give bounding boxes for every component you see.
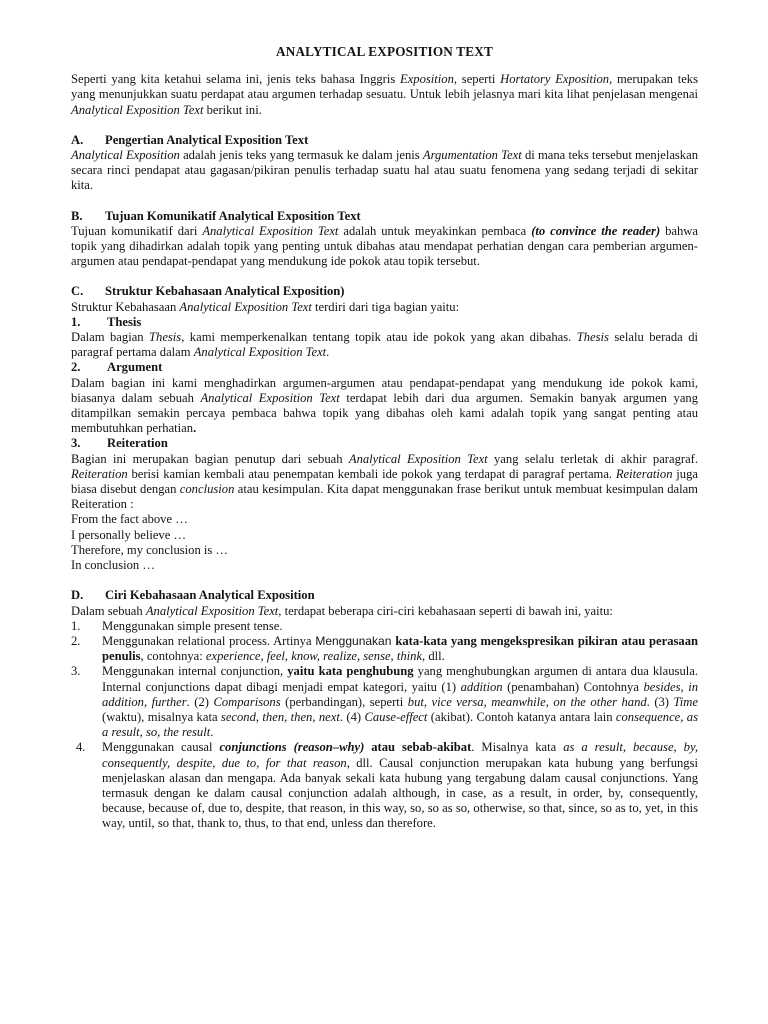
text-run: dll. [425, 649, 445, 664]
section-c-heading [71, 284, 698, 299]
text-run: Analytical Exposition Text [348, 451, 488, 466]
text-run: Hortatory Exposition [500, 72, 610, 87]
text-run: . (4) [339, 709, 365, 724]
text-run: Menggunakan relational process. Artinya [102, 633, 316, 648]
reiteration-number: 3. [71, 436, 81, 451]
text-run: . [210, 725, 214, 740]
list-item-text [102, 619, 698, 634]
section-d-heading [71, 588, 698, 603]
text-run: yang selalu terletak di akhir paragraf. [487, 451, 698, 466]
text-run: , seperti [453, 72, 501, 87]
list-item [71, 634, 698, 664]
list-item-text [102, 634, 698, 664]
text-run: yaitu kata penghubung [287, 664, 414, 679]
text-run: Dalam bagian [71, 330, 150, 345]
text-run: (akibat). Contoh katanya antara lain [427, 709, 616, 724]
text-run: , kami memperkenalkan tentang topik atau ide pokok yang akan dibahas. [181, 330, 577, 345]
list-item-number: 1. [71, 618, 81, 633]
text-run: Bagian ini merupakan bagian penutup dari sebuah [71, 451, 349, 466]
document-title: ANALYTICAL EXPOSITION TEXT [276, 44, 493, 59]
intro-paragraph [71, 72, 698, 118]
text-run: , terdapat beberapa ciri-ciri kebahasaan seperti di bawah ini, yaitu: [278, 603, 613, 618]
text-run: second, then, then, next [220, 709, 340, 724]
argument-title: Argument [107, 360, 163, 375]
section-c-number: C. [71, 284, 84, 299]
text-run: Thesis [149, 330, 182, 345]
text-run: Dalam bagian ini kami menghadirkan argumen-argumen atau pendapat-pendapat yang mendukung ide pokok kami, biasanya dalam sebuah [71, 375, 698, 405]
text-run: selalu berada di paragraf pertama dalam [71, 330, 698, 360]
text-run: kata-kata yang mengekspresikan pikiran atau perasaan penulis [102, 633, 699, 664]
text-run: Exposition [400, 72, 454, 87]
text-run: experience, feel, know, realize, sense, think, [205, 649, 426, 664]
text-run: . [326, 345, 330, 360]
text-run: , contohnya: [140, 649, 206, 664]
text-run: Menggunakan simple present tense. [102, 618, 283, 633]
text-run: besides, in addition, further [102, 679, 698, 709]
list-item [71, 619, 698, 634]
text-run: Menggunakan [315, 633, 396, 648]
text-run: conjunctions (reason–why) [219, 740, 365, 755]
text-run: consequence, as a result, so, the result [102, 709, 698, 740]
list-item-text [102, 664, 698, 740]
section-d-intro [71, 604, 698, 619]
section-b-title: Tujuan Komunikatif Analytical Exposition Text [105, 208, 361, 223]
text-run: Analytical Exposition Text [179, 299, 312, 314]
text-run: as a result, because, by, consequently, despite, due to, for that reason [102, 740, 698, 770]
text-run: berisi kamian kembali atau penempatan kembali ide pokok yang terdapat di paragraf pertama. [127, 466, 616, 481]
text-run: Reiteration [71, 466, 128, 481]
argument-number: 2. [71, 360, 81, 375]
text-run: (to convince the reader) [531, 223, 661, 238]
text-run: conclusion [179, 482, 235, 497]
section-a-title: Pengertian Analytical Exposition Text [105, 132, 309, 147]
list-item [71, 664, 698, 740]
text-run: . [193, 421, 197, 436]
text-run: Reiteration [615, 466, 673, 481]
reiteration-title: Reiteration [107, 436, 168, 451]
text-run: Argumentation Text [422, 148, 522, 163]
thesis-number: 1. [71, 314, 81, 329]
conclusion-phrase: In conclusion … [71, 558, 155, 573]
list-item-number: 2. [71, 633, 81, 648]
text-run: . (2) [186, 694, 214, 709]
reiteration-paragraph [71, 452, 698, 513]
text-run: atau sebab-akibat [364, 740, 472, 755]
text-run: (waktu), misalnya kata [102, 709, 221, 724]
text-run: adalah untuk meyakinkan pembaca [338, 223, 532, 238]
reiteration-heading [71, 436, 698, 451]
text-run: . (3) [646, 694, 674, 709]
section-a-heading [71, 133, 698, 148]
section-c-title: Struktur Kebahasaan Analytical Exposition) [105, 284, 345, 299]
section-b-number: B. [71, 208, 83, 223]
list-item-number: 3. [71, 664, 81, 679]
conclusion-phrase: Therefore, my conclusion is … [71, 542, 229, 557]
conclusion-phrase: From the fact above … [71, 512, 188, 527]
section-a-number: A. [71, 132, 84, 147]
text-run: adalah jenis teks yang termasuk ke dalam jenis [179, 148, 423, 163]
text-run: juga biasa disebut dengan [71, 466, 698, 497]
list-item [71, 740, 698, 831]
text-run: Menggunakan causal [102, 740, 220, 755]
thesis-paragraph [71, 330, 698, 360]
text-run: Analytical Exposition Text [193, 345, 327, 360]
text-run: . Misalnya kata [471, 740, 564, 755]
text-run: addition [460, 679, 503, 694]
section-d-title: Ciri Kebahasaan Analytical Exposition [105, 588, 315, 603]
section-d-number: D. [71, 588, 84, 603]
text-run: Analytical Exposition Text [145, 603, 279, 618]
text-run: Time [673, 694, 698, 709]
text-run: Menggunakan internal conjunction, [102, 664, 288, 679]
list-item-number: 4. [76, 740, 86, 755]
text-run: Seperti yang kita ketahui selama ini, jenis teks bahasa Inggris [71, 72, 401, 87]
text-run: terdiri dari tiga bagian yaitu: [311, 299, 460, 314]
text-run: (penambahan) Contohnya [502, 679, 644, 694]
thesis-title: Thesis [107, 314, 142, 329]
text-run: yang menghubungkan argumen di antara dua klausula. Internal conjunctions dapat dibagi menjadi empat kategori, yaitu (1) [102, 664, 698, 694]
text-run: Cause-effect [364, 709, 428, 724]
list-item-text [102, 740, 698, 831]
text-run: Analytical Exposition Text [202, 223, 339, 238]
text-run: bahwa topik yang dihadirkan adalah topik yang penting untuk dibahas atau mendapat perhatian dengan cara pemberian argumen-argumen atau pendapat-pendapat yang mendukung ide pokok atau topik tersebut. [71, 223, 698, 269]
section-c-intro [71, 300, 698, 315]
text-run: di mana teks tersebut menjelaskan secara rinci pendapat atau gagasan/pikiran penulis terhadap suatu hal atau suatu fenomena yang sedang terjadi di sekitar kita. [71, 148, 698, 193]
text-run: , merupakan teks yang menunjukkan suatu perdapat atau argumen terhadap sesuatu. Untuk lebih jelasnya mari kita lihat penjelasan mengenai [71, 72, 698, 102]
conclusion-phrase: I personally believe … [71, 527, 187, 542]
text-run: Analytical Exposition Text [200, 390, 340, 405]
text-run: Analytical Exposition Text [71, 102, 204, 117]
text-run: Analytical Exposition [71, 148, 180, 163]
section-b-heading [71, 209, 698, 224]
text-run: Dalam sebuah [71, 603, 146, 618]
text-run: Tujuan komunikatif dari [71, 223, 203, 238]
text-run: , dll. Causal conjunction merupakan kata hubung yang berfungsi menjelaskan alasan dan mengapa. Ada banyak sekali kata hubung yang tergabung dalam causal conjunctions. Yang termasuk dengan ke dalam causal conjunction adalah although, in case, as a result, in order, by, consequently, because, because of, due to, despite, that reason, in this way, so, so as so, otherwise, so that, since, so as to, yet, in this way, until, so that, thank to, thus, to that end, unless dan therefore. [102, 755, 699, 831]
text-run: terdapat lebih dari dua argumen. Semakin banyak argumen yang ditampilkan semakin percaya pembaca bahwa topik yang dibahas oleh kami adalah topik yang sangat penting atau membutuhkan perhatian [71, 390, 699, 436]
text-run: but, vice versa, meanwhile, on the other hand [407, 694, 647, 709]
section-a-paragraph [71, 148, 698, 194]
section-b-paragraph [71, 224, 698, 270]
text-run: Struktur Kebahasaan [71, 299, 180, 314]
text-run: berikut ini. [203, 102, 262, 117]
argument-heading [71, 360, 698, 375]
text-run: atau kesimpulan. Kita dapat menggunakan frase berikut untuk membuat kesimpulan dalam Reiteration : [71, 482, 698, 512]
argument-paragraph [71, 376, 698, 437]
text-run: Thesis [576, 330, 609, 345]
text-run: (perbandingan), seperti [280, 694, 408, 709]
text-run: Comparisons [213, 694, 281, 709]
thesis-heading [71, 315, 698, 330]
